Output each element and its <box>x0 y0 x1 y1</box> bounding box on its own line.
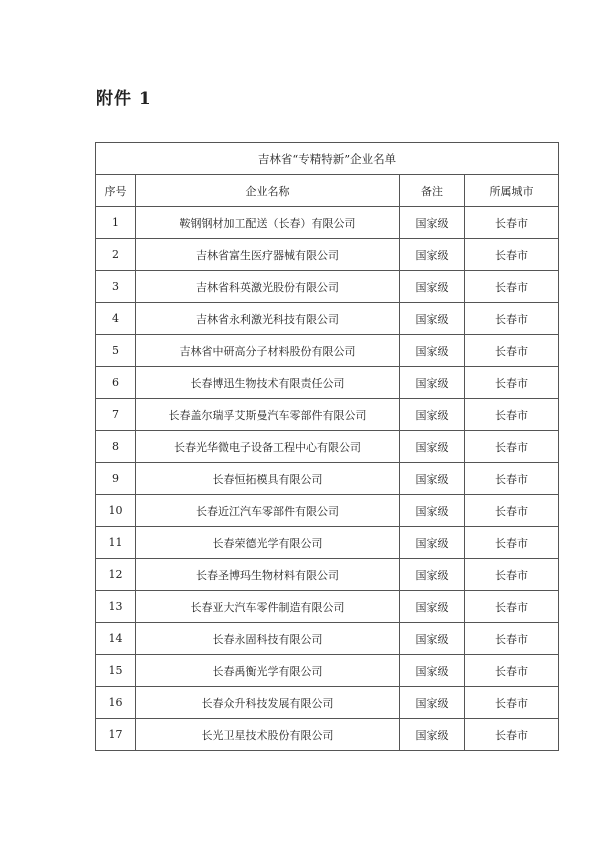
cell-city: 长春市 <box>465 399 559 431</box>
cell-no: 11 <box>96 527 136 559</box>
cell-city: 长春市 <box>465 207 559 239</box>
table-row <box>96 719 559 751</box>
table-row <box>96 463 559 495</box>
cell-remark: 国家级 <box>400 431 465 463</box>
table-row <box>96 687 559 719</box>
cell-city: 长春市 <box>465 271 559 303</box>
cell-no: 8 <box>96 431 136 463</box>
cell-city: 长春市 <box>465 687 559 719</box>
cell-remark: 国家级 <box>400 399 465 431</box>
cell-name: 长春亚大汽车零件制造有限公司 <box>136 591 400 623</box>
header-no: 序号 <box>96 175 136 207</box>
cell-name: 长春永固科技有限公司 <box>136 623 400 655</box>
cell-name: 吉林省富生医疗器械有限公司 <box>136 239 400 271</box>
cell-no: 1 <box>96 207 136 239</box>
cell-name: 鞍钢钢材加工配送（长春）有限公司 <box>136 207 400 239</box>
cell-no: 12 <box>96 559 136 591</box>
cell-name: 吉林省科英激光股份有限公司 <box>136 271 400 303</box>
header-remark: 备注 <box>400 175 465 207</box>
table-row <box>96 495 559 527</box>
cell-remark: 国家级 <box>400 655 465 687</box>
cell-city: 长春市 <box>465 431 559 463</box>
cell-city: 长春市 <box>465 559 559 591</box>
table-row <box>96 207 559 239</box>
cell-remark: 国家级 <box>400 687 465 719</box>
cell-no: 3 <box>96 271 136 303</box>
cell-no: 9 <box>96 463 136 495</box>
table-row <box>96 527 559 559</box>
cell-no: 4 <box>96 303 136 335</box>
cell-city: 长春市 <box>465 463 559 495</box>
cell-city: 长春市 <box>465 623 559 655</box>
cell-remark: 国家级 <box>400 591 465 623</box>
cell-no: 15 <box>96 655 136 687</box>
cell-name: 长春近江汽车零部件有限公司 <box>136 495 400 527</box>
page-heading: 附件 1 <box>96 89 152 109</box>
cell-name: 长春圣博玛生物材料有限公司 <box>136 559 400 591</box>
table-title-row <box>96 143 559 175</box>
cell-city: 长春市 <box>465 239 559 271</box>
table-header-row <box>96 175 559 207</box>
cell-name: 长春博迅生物技术有限责任公司 <box>136 367 400 399</box>
cell-remark: 国家级 <box>400 527 465 559</box>
cell-name: 长春恒拓模具有限公司 <box>136 463 400 495</box>
table-row <box>96 239 559 271</box>
table-row <box>96 367 559 399</box>
table-row <box>96 591 559 623</box>
cell-no: 13 <box>96 591 136 623</box>
table-row <box>96 559 559 591</box>
cell-remark: 国家级 <box>400 623 465 655</box>
cell-remark: 国家级 <box>400 463 465 495</box>
cell-city: 长春市 <box>465 527 559 559</box>
cell-name: 吉林省永利激光科技有限公司 <box>136 303 400 335</box>
table-row <box>96 335 559 367</box>
cell-name: 吉林省中研高分子材料股份有限公司 <box>136 335 400 367</box>
cell-no: 14 <box>96 623 136 655</box>
enterprise-table <box>95 142 559 751</box>
cell-remark: 国家级 <box>400 335 465 367</box>
cell-name: 长光卫星技术股份有限公司 <box>136 719 400 751</box>
table-row <box>96 655 559 687</box>
table-row <box>96 271 559 303</box>
cell-remark: 国家级 <box>400 719 465 751</box>
cell-remark: 国家级 <box>400 559 465 591</box>
cell-city: 长春市 <box>465 591 559 623</box>
cell-no: 7 <box>96 399 136 431</box>
cell-no: 2 <box>96 239 136 271</box>
table-row <box>96 303 559 335</box>
cell-no: 5 <box>96 335 136 367</box>
cell-name: 长春光华微电子设备工程中心有限公司 <box>136 431 400 463</box>
cell-city: 长春市 <box>465 367 559 399</box>
cell-remark: 国家级 <box>400 271 465 303</box>
cell-no: 6 <box>96 367 136 399</box>
cell-name: 长春禹衡光学有限公司 <box>136 655 400 687</box>
cell-city: 长春市 <box>465 495 559 527</box>
cell-remark: 国家级 <box>400 239 465 271</box>
cell-name: 长春盖尔瑞孚艾斯曼汽车零部件有限公司 <box>136 399 400 431</box>
cell-remark: 国家级 <box>400 495 465 527</box>
table-title: 吉林省“专精特新”企业名单 <box>96 143 559 175</box>
cell-remark: 国家级 <box>400 207 465 239</box>
cell-name: 长春荣德光学有限公司 <box>136 527 400 559</box>
cell-no: 10 <box>96 495 136 527</box>
table-row <box>96 623 559 655</box>
cell-city: 长春市 <box>465 303 559 335</box>
cell-city: 长春市 <box>465 719 559 751</box>
cell-remark: 国家级 <box>400 303 465 335</box>
header-city: 所属城市 <box>465 175 559 207</box>
cell-no: 16 <box>96 687 136 719</box>
cell-city: 长春市 <box>465 655 559 687</box>
cell-no: 17 <box>96 719 136 751</box>
header-name: 企业名称 <box>136 175 400 207</box>
cell-city: 长春市 <box>465 335 559 367</box>
table-row <box>96 399 559 431</box>
table-row <box>96 431 559 463</box>
cell-name: 长春众升科技发展有限公司 <box>136 687 400 719</box>
cell-remark: 国家级 <box>400 367 465 399</box>
